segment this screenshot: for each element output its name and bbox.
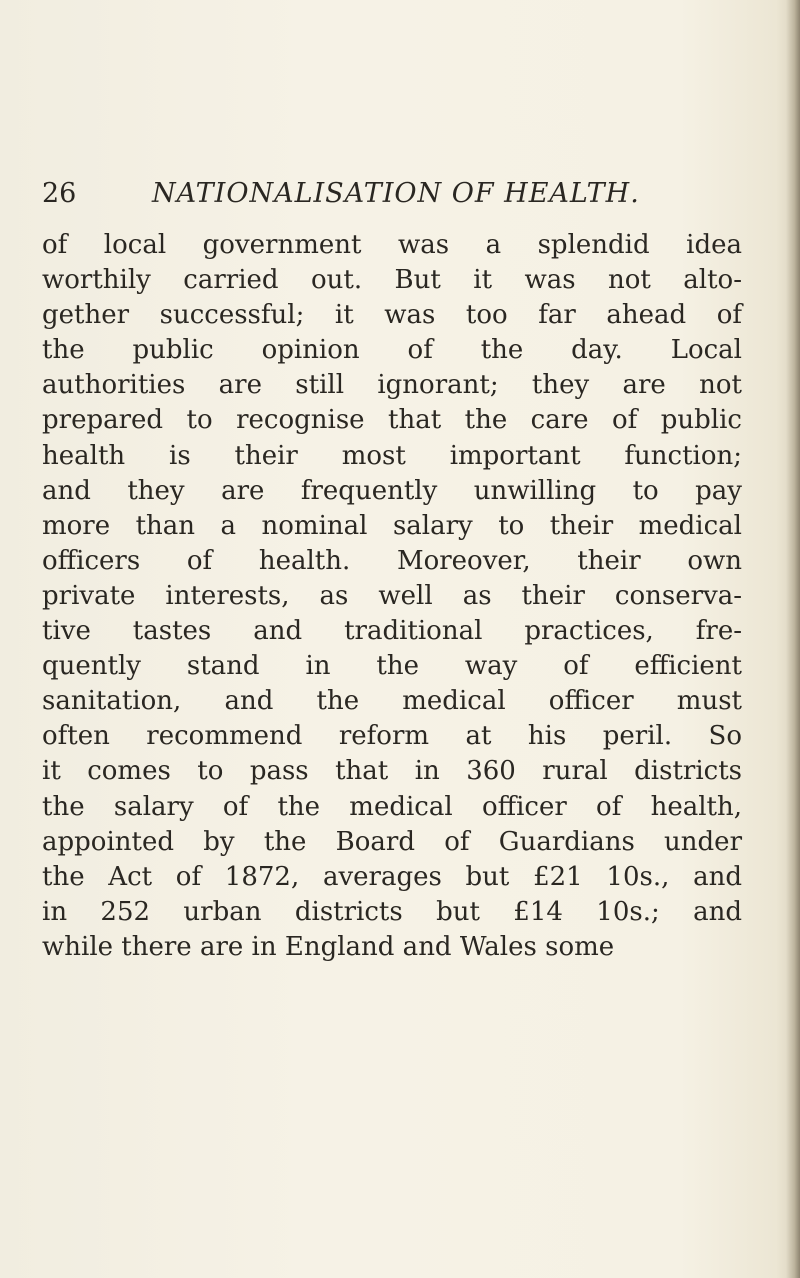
text-line: while there are in England and Wales some (42, 931, 615, 962)
text-line: and they are frequently unwilling to pay (42, 475, 742, 506)
running-title: NATIONALISATION OF HEALTH. (152, 178, 640, 209)
text-line: authorities are still ignorant; they are not (42, 370, 742, 401)
text-line: more than a nominal salary to their medical (42, 510, 742, 541)
text-line: quently stand in the way of efficient (42, 651, 742, 682)
text-line: sanitation, and the medical officer must (42, 686, 742, 717)
text-line: it comes to pass that in 360 rural districts (42, 756, 742, 787)
text-line: of local government was a splendid idea (42, 230, 742, 260)
text-line: in 252 urban districts but £14 10s.; and (42, 896, 742, 927)
text-line: prepared to recognise that the care of public (42, 405, 742, 436)
text-line: private interests, as well as their conserva- (42, 580, 742, 611)
text-line: worthily carried out. But it was not alto- (42, 265, 742, 296)
body-paragraph (42, 228, 742, 965)
page-number: 26 (42, 178, 77, 209)
text-line: the salary of the medical officer of health, (42, 791, 742, 822)
text-line: tive tastes and traditional practices, fre- (42, 616, 742, 647)
text-line: appointed by the Board of Guardians under (42, 826, 742, 857)
text-line: officers of health. Moreover, their own (42, 545, 742, 576)
text-line: the public opinion of the day. Local (42, 335, 742, 366)
text-line: often recommend reform at his peril. So (42, 721, 742, 752)
text-line: the Act of 1872, averages but £21 10s., and (42, 861, 742, 892)
text-line: gether successful; it was too far ahead of (42, 300, 742, 331)
text-line: health is their most important function; (42, 440, 742, 471)
page-edge-shadow (786, 0, 800, 1278)
running-header (42, 176, 742, 212)
